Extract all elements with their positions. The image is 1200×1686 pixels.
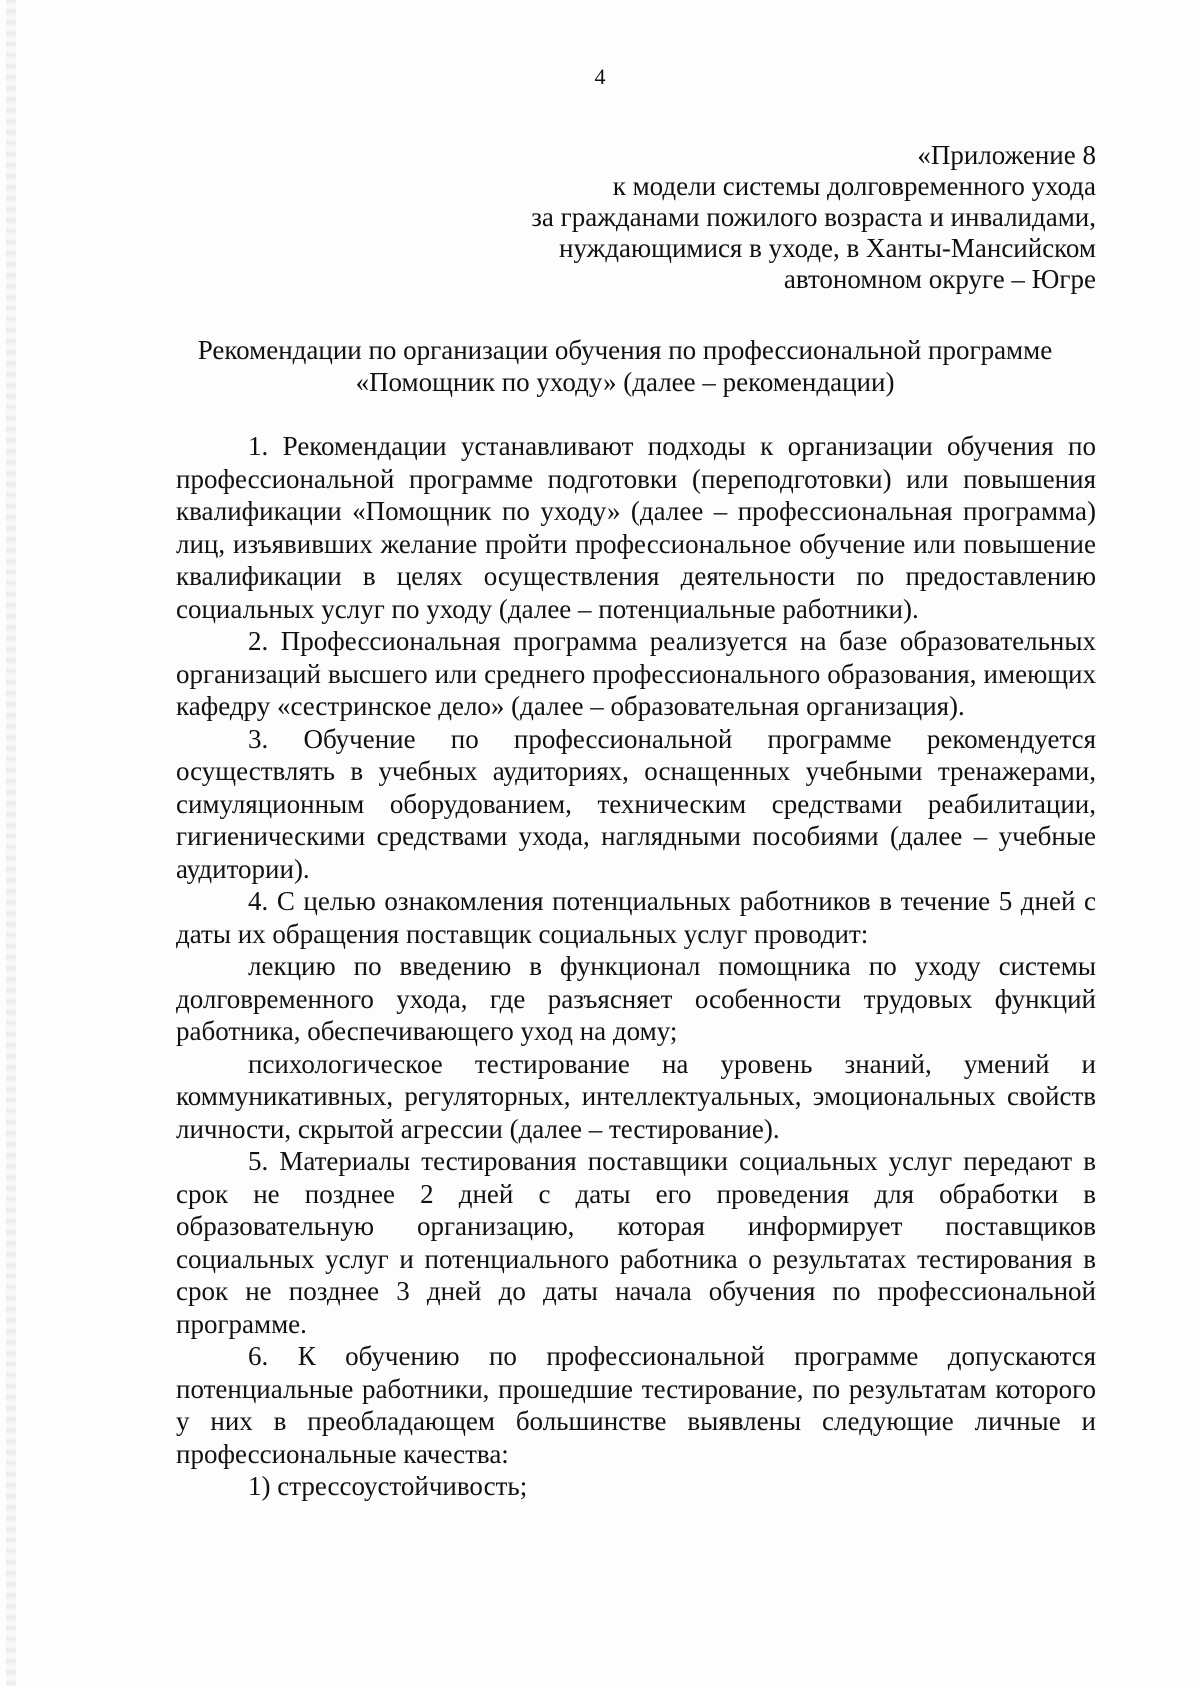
- paragraph-4-item-lecture: лекцию по введению в функционал помощника по уходу системы долговременного ухода, где разъясняет особенности трудовых функций работника, обеспечивающего уход на дому;: [176, 951, 1096, 1046]
- scan-edge: [6, 0, 16, 1686]
- appendix-line: «Приложение 8: [917, 140, 1096, 170]
- paragraph-3: 3. Обучение по профессиональной программе рекомендуется осуществлять в учебных аудиториях, оснащенных учебными тренажерами, симуляционным оборудованием, техническим средствами реабилитации, гигиеническими средствами ухода, наглядными пособиями (далее – учебные аудитории).: [176, 723, 1096, 884]
- paragraph-2: 2. Профессиональная программа реализуется на базе образовательных организаций высшего или среднего профессионального образования, имеющих кафедру «сестринское дело» (далее – образовательная организация).: [176, 626, 1096, 721]
- paragraph-5: 5. Материалы тестирования поставщики социальных услуг передают в срок не позднее 2 дней с даты его проведения для обработки в образовательную организацию, которая информирует поставщиков социальных услуг и потенциального работника о результатах тестирования в срок не позднее 3 дней до даты начала обучения по профессиональной программе.: [176, 1146, 1096, 1339]
- paragraph-6: 6. К обучению по профессиональной программе допускаются потенциальные работники, прошедшие тестирование, по результатам которого у них в преобладающем большинстве выявлены следующие личные и профессиональные качества:: [176, 1341, 1096, 1469]
- appendix-line: автономном округе – Югре: [783, 264, 1096, 294]
- appendix-line: к модели системы долговременного ухода: [612, 171, 1096, 201]
- list-item-1: 1) стрессоустойчивость;: [248, 1471, 528, 1501]
- appendix-header: [396, 140, 1096, 295]
- document-title: [150, 334, 1100, 398]
- paragraph-4-item-testing: психологическое тестирование на уровень знаний, умений и коммуникативных, регуляторных, интеллектуальных, эмоциональных свойств личности, скрытой агрессии (далее – тестирование).: [176, 1048, 1096, 1144]
- page-number: 4: [594, 64, 606, 89]
- title-line: «Помощник по уходу» (далее – рекомендации): [355, 367, 895, 397]
- title-line: Рекомендации по организации обучения по профессиональной программе: [197, 335, 1053, 365]
- appendix-line: за гражданами пожилого возраста и инвалидами,: [531, 202, 1096, 232]
- paragraph-4: 4. С целью ознакомления потенциальных работников в течение 5 дней с даты их обращения поставщик социальных услуг проводит:: [176, 886, 1096, 949]
- document-body: [176, 430, 1096, 1503]
- appendix-line: нуждающимися в уходе, в Ханты-Мансийском: [559, 233, 1096, 263]
- paragraph-1: 1. Рекомендации устанавливают подходы к организации обучения по профессиональной программе подготовки (переподготовки) или повышения квалификации «Помощник по уходу» (далее – профессиональная программа) лиц, изъявивших желание пройти профессиональное обучение или повышение квалификации в целях осуществления деятельности по предоставлению социальных услуг по уходу (далее – потенциальные работники).: [176, 431, 1096, 624]
